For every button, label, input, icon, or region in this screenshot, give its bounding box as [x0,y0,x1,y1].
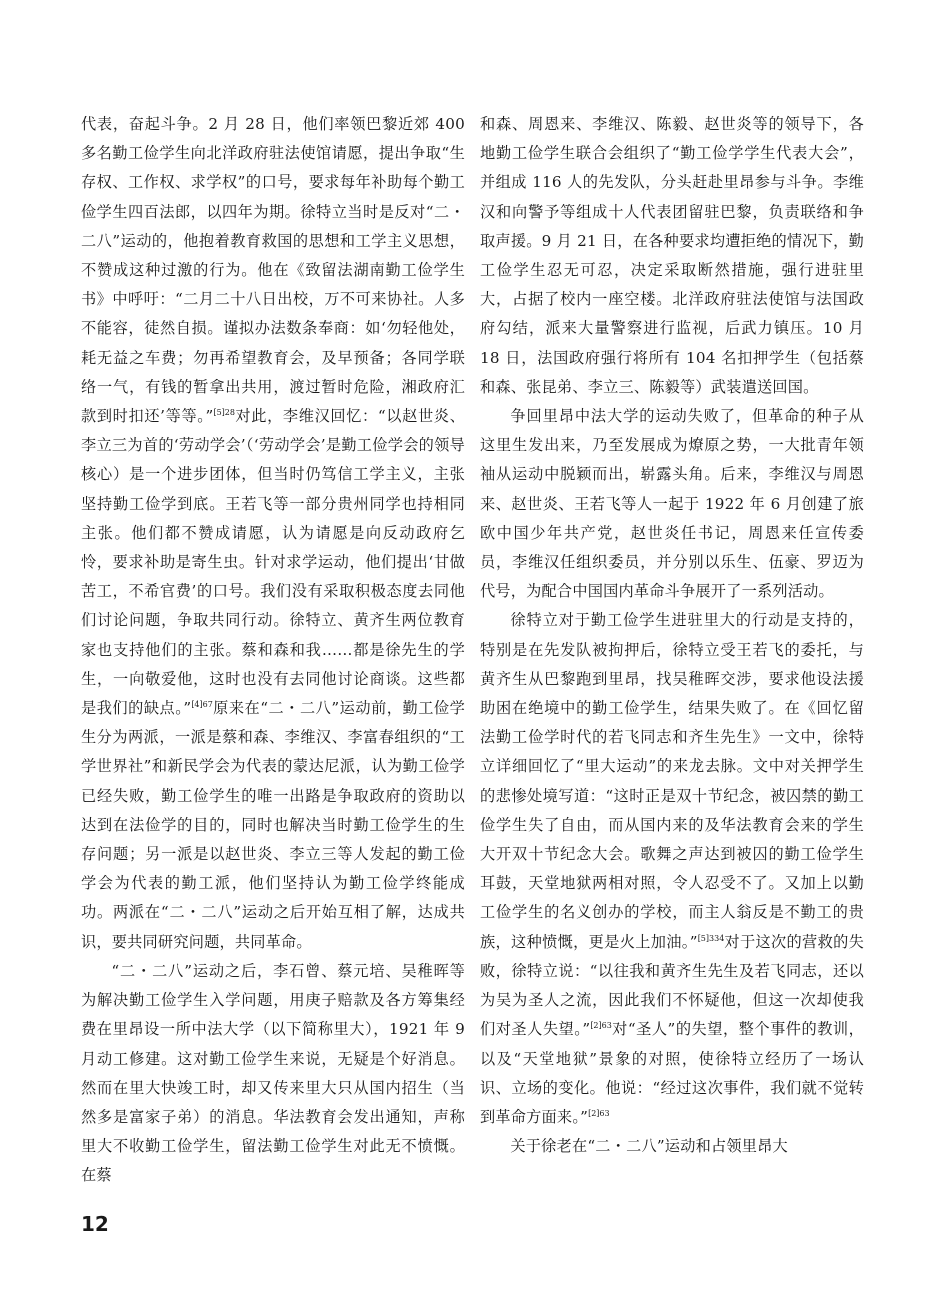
citation-superscript: [4]67 [191,700,213,710]
citation-superscript: [2]63 [590,1021,612,1031]
text-segment: “二・二八”运动之后，李石曾、蔡元培、吴稚晖等为解决勤工俭学生入学问题，用庚子赔款及各方筹集经费在里昂设一所中法大学（以下简称里大），1921 年 9 月动工修建。这对勤工俭学生来说，无疑是个好消息。然而在里大快竣工时，却又传来里大只从国内招生（当然多是富家子弟）的消息。华法教育会发出通知，声称里大不收勤工俭学生，留法勤工俭学生对此无不愤慨。在蔡 [81,961,465,1185]
paragraph [81,110,465,957]
text-segment: 对此，李维汉回忆：“以赵世炎、李立三为首的‘劳动学会’（‘劳动学会’是勤工俭学会的领导核心）是一个进步团体，但当时仍笃信工学主义，主张坚持勤工俭学到底。王若飞等一部分贵州同学也持相同主张。他们都不赞成请愿，认为请愿是向反动政府乞怜，要求补助是寄生虫。针对求学运动，他们提出‘甘做苦工，不希官费’的口号。我们没有采取积极态度去同他们讨论问题，争取共同行动。徐特立、黄齐生两位教育家也支持他们的主张。蔡和森和我……都是徐先生的学生，一向敬爱他，这时也没有去同他讨论商谈。这些都是我们的缺点。” [81,407,465,718]
citation-superscript: [5]28 [213,408,235,418]
text-segment: 争回里昂中法大学的运动失败了，但革命的种子从这里生发出来，乃至发展成为燎原之势，一大批青年领袖从运动中脱颖而出，崭露头角。后来，李维汉与周恩来、赵世炎、王若飞等人一起于 1922 年 6 月创建了旅欧中国少年共产党，赵世炎任书记，周恩来任宣传委员，李维汉任组织委员，并分别以乐生、伍豪、罗迈为代号，为配合中国国内革命斗争展开了一系列活动。 [480,407,864,601]
text-segment: 徐特立对于勤工俭学生进驻里大的行动是支持的，特别是在先发队被拘押后，徐特立受王若飞的委托，与黄齐生从巴黎跑到里昂，找吴稚晖交涉，要求他设法援助困在绝境中的勤工俭学生，结果失败了。在《回忆留法勤工俭学时代的若飞同志和齐生先生》一文中，徐特立详细回忆了“里大运动”的来龙去脉。文中对关押学生的悲惨处境写道：“这时正是双十节纪念，被囚禁的勤工俭学生失了自由，而从国内来的及华法教育会来的学生大开双十节纪念大会。歌舞之声达到被囚的勤工俭学生耳鼓，天堂地狱两相对照，令人忍受不了。又加上以勤工俭学生的名义创办的学校，而主人翁反是不勤工的贵族，这种愤慨，更是火上加油。” [480,611,864,951]
citation-superscript: [5]334 [697,933,725,943]
right-column [480,110,864,1161]
paragraph [480,1132,864,1161]
text-segment: 对于这次的营救的失败，徐特立说：“以往我和黄齐生先生及若飞同志，还以为吴为圣人之流，因此我们不怀疑他，但这一次却使我们对圣人失望。” [480,932,864,1039]
text-segment: 原来在“二・二八”运动前，勤工俭学生分为两派，一派是蔡和森、李维汉、李富春组织的“工学世界社”和新民学会为代表的蒙达尼派，认为勤工俭学已经失败，勤工俭学生的唯一出路是争取政府的资助以达到在法俭学的目的，同时也解决当时勤工俭学生的生存问题；另一派是以赵世炎、李立三等人发起的勤工俭学会为代表的勤工派，他们坚持认为勤工俭学终能成功。两派在“二・二八”运动之后开始互相了解，达成共识，要共同研究问题，共同革命。 [81,699,465,951]
paragraph [480,606,864,1132]
text-segment: 对“圣人”的失望，整个事件的教训，以及“天堂地狱”景象的对照，使徐特立经历了一场认识、立场的变化。他说：“经过这次事件，我们就不觉转到革命方面来。” [480,1020,864,1126]
citation-superscript: [2]63 [588,1108,610,1118]
paragraph [480,402,864,606]
paragraph [81,957,465,1191]
text-segment: 关于徐老在“二・二八”运动和占领里昂大 [510,1137,788,1156]
page-number: 12 [81,1212,109,1236]
left-column [81,110,465,1191]
paragraph [480,110,864,402]
text-segment: 代表，奋起斗争。2 月 28 日，他们率领巴黎近郊 400 多名勤工俭学生向北洋政府驻法使馆请愿，提出争取“生存权、工作权、求学权”的口号，要求每年补助每个勤工俭学生四百法郎，以四年为期。徐特立当时是反对“二・二八”运动的，他抱着教育救国的思想和工学主义思想，不赞成这种过激的行为。他在《致留法湖南勤工俭学生书》中呼吁：“二月二十八日出校，万不可来协社。人多不能容，徒然自损。谨拟办法数条奉商：如‘勿轻他处，耗无益之车费；勿再希望教育会，及早预备；各同学联络一气，有钱的暂拿出共用，渡过暂时危险，湘政府汇款到时扣还’等等。” [81,115,465,426]
text-segment: 和森、周恩来、李维汉、陈毅、赵世炎等的领导下，各地勤工俭学生联合会组织了“勤工俭学学生代表大会”，并组成 116 人的先发队，分头赶赴里昂参与斗争。李维汉和向警予等组成十人代表团留驻巴黎，负责联络和争取声援。9 月 21 日，在各种要求均遭拒绝的情况下，勤工俭学生忍无可忍，决定采取断然措施，强行进驻里大，占据了校内一座空楼。北洋政府驻法使馆与法国政府勾结，派来大量警察进行监视，后武力镇压。10 月 18 日，法国政府强行将所有 104 名扣押学生（包括蔡和森、张昆弟、李立三、陈毅等）武装遣送回国。 [480,115,864,396]
